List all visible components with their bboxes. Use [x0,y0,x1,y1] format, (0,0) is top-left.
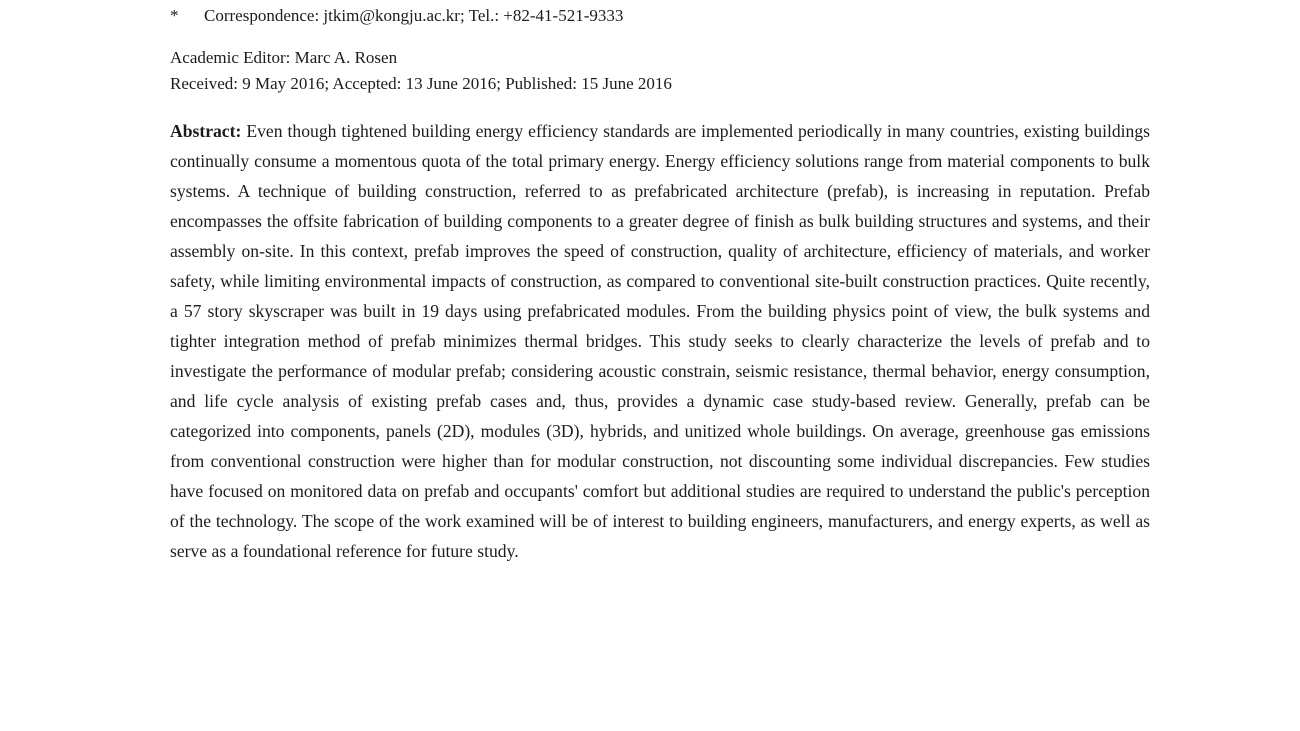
publication-dates: Received: 9 May 2016; Accepted: 13 June 2016; Published: 15 June 2016 [170,74,672,93]
academic-editor: Academic Editor: Marc A. Rosen [170,48,398,67]
abstract-label: Abstract: [170,121,242,141]
footnote-marker: * [170,6,179,25]
correspondence-text: Correspondence: jtkim@kongju.ac.kr; Tel.: +82-41-521-9333 [204,6,624,25]
abstract-paragraph [170,116,1150,566]
abstract-text: Even though tightened building energy efficiency standards are implemented periodically in many countries, existing buildings continually consume a momentous quota of the total primary energy. Energy efficiency solutions range from material components to bulk systems. A technique of building construction, referred to as prefabricated architecture (prefab), is increasing in reputation. Prefab encompasses the offsite fabrication of building components to a greater degree of finish as bulk building structures and systems, and their assembly on-site. In this context, prefab improves the speed of construction, quality of architecture, efficiency of materials, and worker safety, while limiting environmental impacts of construction, as compared to conventional site-built construction practices. Quite recently, a 57 story skyscraper was built in 19 days using prefabricated modules. From the building physics point of view, the bulk systems and tighter integration method of prefab minimizes thermal bridges. This study seeks to clearly characterize the levels of prefab and to investigate the performance of modular prefab; considering acoustic constrain, seismic resistance, thermal behavior, energy consumption, and life cycle analysis of existing prefab cases and, thus, provides a dynamic case study-based review. Generally, prefab can be categorized into components, panels (2D), modules (3D), hybrids, and unitized whole buildings. On average, greenhouse gas emissions from conventional construction were higher than for modular construction, not discounting some individual discrepancies. Few studies have focused on monitored data on prefab and occupants' comfort but additional studies are required to understand the public's perception of the technology. The scope of the work examined will be of interest to building engineers, manufacturers, and energy experts, as well as serve as a foundational reference for future study. [170,121,1150,561]
correspondence-line [170,4,623,28]
